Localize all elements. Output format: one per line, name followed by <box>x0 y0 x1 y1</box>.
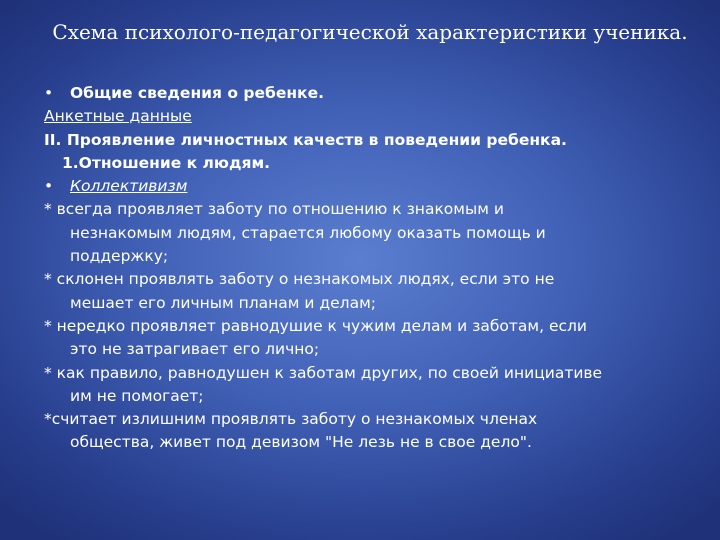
item-5 <box>44 408 694 455</box>
item-continuation: мешает его личным планам и делам; <box>70 293 376 312</box>
item-continuation: незнакомым людям, старается любому оказать помощь и <box>70 223 546 242</box>
bullet-icon: • <box>44 84 54 102</box>
item-1 <box>44 198 694 268</box>
section-2-heading: II. Проявление личностных качеств в поведении ребенка. <box>44 130 567 149</box>
slide-title: Схема психолого-педагогической характеристики ученика. <box>52 20 688 44</box>
item-continuation: им не помогает; <box>70 386 204 405</box>
item-first-line: * всегда проявляет заботу по отношению к знакомым и <box>44 200 504 219</box>
item-4 <box>44 362 694 409</box>
collectivism-line <box>44 175 694 198</box>
subsection-1-heading: 1.Отношение к людям. <box>62 153 271 172</box>
item-continuation: общества, живет под девизом "Не лезь не в свое дело". <box>70 433 532 452</box>
questionnaire-line: Анкетные данные <box>44 107 192 126</box>
item-first-line: * нередко проявляет равнодушие к чужим делам и заботам, если <box>44 316 587 335</box>
item-continuation: поддержку; <box>70 247 169 266</box>
item-first-line: * как правило, равнодушен к заботам других, по своей инициативе <box>44 363 603 382</box>
slide-body <box>44 82 694 455</box>
item-first-line: *считает излишним проявлять заботу о незнакомых членах <box>44 410 538 429</box>
collectivism-text: Коллективизм <box>70 177 188 196</box>
item-3 <box>44 315 694 362</box>
item-continuation: это не затрагивает его лично; <box>70 340 320 359</box>
bullet-icon: • <box>44 177 54 196</box>
general-info-text: Общие сведения о ребенке. <box>70 84 324 102</box>
general-info-line <box>44 82 694 105</box>
item-2 <box>44 268 694 315</box>
item-first-line: * склонен проявлять заботу о незнакомых людях, если это не <box>44 270 555 289</box>
